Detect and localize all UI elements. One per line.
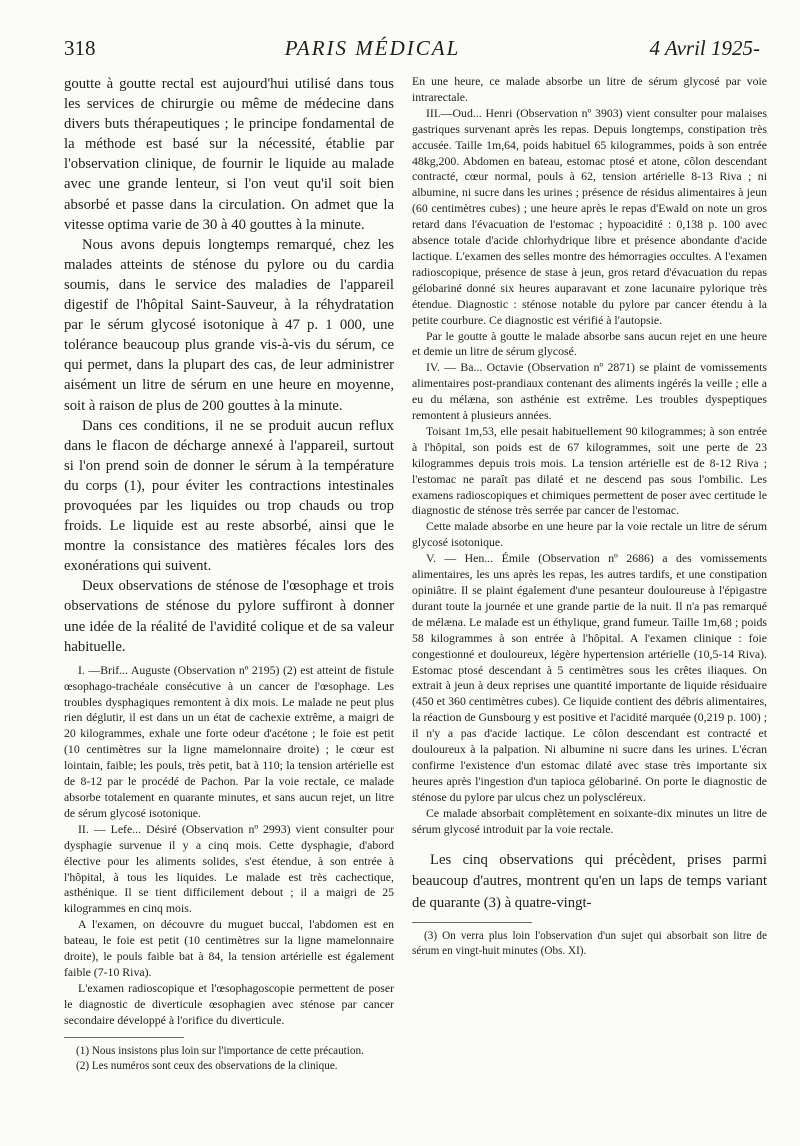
paragraph: En une heure, ce malade absorbe un litre de sérum glycosé par voie intrarectale.: [412, 74, 767, 104]
page-number: 318: [64, 36, 96, 60]
paragraph: goutte à goutte rectal est aujourd'hui utilisé dans tous les services de chirurgie ou même de médecine dans divers buts thérapeutiques ; le principe fondamental de la méthode est basé sur la nécessité, établie par l'observation clinique, de fournir le liquide au malade avec une grande lenteur, si l'on veut qu'il soit bien absorbé et passe dans la circulation. On admet que la vitesse optima varie de 30 à 40 gouttes à la minute.: [64, 76, 394, 233]
journal-title: PARIS MÉDICAL: [284, 36, 461, 60]
footnote-divider: [64, 1037, 184, 1038]
paragraph: Deux observations de sténose de l'œsophage et trois observations de sténose du pylore suffiront à donner une idée de la réalité de l'avidité colique et de sa valeur habituelle.: [64, 578, 394, 655]
right-column: [412, 74, 767, 959]
observation-2: II. — Lefe... Désiré (Observation nº 2993) vient consulter pour dysphagie survenue il y a cinq mois. Cette dysphagie, d'abord élective pour les aliments solides, s'est étendue, à son entrée à l'hôpital, à tous les liquides. Le malade est très cachectique, asthénique. Il se tient difficilement debout ; il a maigri de 25 kilogrammes en cinq mois.: [64, 821, 394, 916]
paragraph: Ce malade absorbait complètement en soixante-dix minutes un litre de sérum glycosé introduit par la voie rectale.: [412, 805, 767, 836]
observation-3: III.—Oud... Henri (Observation nº 3903) vient consulter pour malaises gastriques survenant après les repas. Depuis longtemps, constipation très accusée. Taille 1m,64, poids habituel 65 kilogrammes, poids à son entrée 48kg,200. Abdomen en bateau, estomac ptosé et atone, côlon descendant contracté, cœur normal, pouls à 62, tension artérielle 8-13 Riva ; ni albumine, ni sucre dans les urines ; présence de résidus alimentaires à jeun (60 centimètres cubes) ; une heure après le repas d'Ewald on note un gros retard dans l'évacuation de l'estomac ; hypoacidité : 0,138 p. 100 avec absence totale d'acide chlorhydrique libre et présence abondante d'acide lactique. L'examen des selles montre des hémorragies occultes. A l'examen radioscopique, présence de stase à jeun, gros retard d'évacuation du repas gélobariné donné six heures auparavant et zone lacunaire pylorique très étendue. Diagnostic : sténose notable du pylore par cancer étendu à la petite courbure. Ce diagnostic est vérifié à l'autopsie.: [412, 105, 767, 327]
paragraph: Toisant 1m,53, elle pesait habituellement 90 kilogrammes; à son entrée à l'hôpital, son poids est de 67 kilogrammes, soit une perte de 23 kilogrammes depuis trois mois. La tension artérielle est de 8-12 Riva ; l'estomac ne paraît pas dilaté et ne descend pas sous l'ombilic. Les examens radioscopiques et chimiques permettent de poser avec certitude le diagnostic de sténose très serrée par cancer de l'estomac.: [412, 423, 767, 518]
paragraph: Par le goutte à goutte le malade absorbe sans aucun rejet en une heure et demie un litre de sérum glycosé.: [412, 328, 767, 359]
footnote-3: (3) On verra plus loin l'observation d'un sujet qui absorbait son litre de sérum en vingt-huit minutes (Obs. XI).: [412, 930, 767, 957]
issue-date: 4 Avril 1925-: [649, 36, 760, 60]
observation-5: V. — Hen... Émile (Observation nº 2686) a des vomissements alimentaires, les uns après les repas, les autres tardifs, et une constipation opiniâtre. Il se plaint également d'une pesanteur douloureuse à l'épigastre durant toute la journée et une grande partie de la nuit. Il n'a pas remarqué de mélæna. Le malade est un éthylique, grand fumeur. Taille 1m,68 ; poids 58 kilogrammes à son entrée à l'hôpital. A l'examen clinique : foie congestionné et douloureux, légère hypertension artérielle (10,5-14 Riva). Estomac ptosé descendant à 5 centimètres sous les crêtes iliaques. On extrait à jeun à deux reprises une quantité importante de liquide résiduaire (450 et 360 centimètres cubes). Ce liquide contient des débris alimentaires, la réaction de Gunsbourg y est positive et l'acidité marquée (0,219 p. 100) ; il n'y a pas d'acide lactique. Le côlon descendant est contracté et douloureux à la palpation. Ni albumine ni sucre dans les urines. L'écran confirme l'existence d'un estomac dilaté avec stase très importante six heures après l'ingestion d'un tapioca gélobariné. On porte le diagnostic de sténose du pylore par ulcus chez un polyscléreux.: [412, 551, 767, 804]
observation-1: I. —Brif... Auguste (Observation nº 2195) (2) est atteint de fistule œsophago-trachéale consécutive à un cancer de l'œsophage. Les troubles dysphagiques remontent à dix mois. Le malade ne peut plus rien déglutir, il est dans un un état de cachexie extrême, a maigri de 20 kilogrammes, exhale une forte odeur d'acétone ; le foie est petit (10 centimètres sur la ligne mamelonnaire droite) ; le cœur est lointain, faible; les pouls, très petit, bat à 110; la tension artérielle est de 8-12 par le procédé de Pachon. Par la voie rectale, ce malade absorbe totalement en quarante minutes, et sans aucun rejet, un litre de sérum glycosé isotonique.: [64, 662, 394, 820]
observation-2-diagnosis: L'examen radioscopique et l'œsophagoscopie permettent de poser le diagnostic de diverticule œsophagien avec sténose par cancer secondaire développé à l'orifice du diverticule.: [64, 980, 394, 1027]
footnote-2: (2) Les numéros sont ceux des observations de la clinique.: [76, 1059, 338, 1072]
paragraph: Nous avons depuis longtemps remarqué, chez les malades atteints de sténose du pylore ou du cardia soumis, dans le service des maladies de l'appareil digestif de l'hôpital Saint-Sauveur, à la réhydratation par le sérum glycosé isotonique à 47 p. 1 000, une tolérance beaucoup plus grande vis-à-vis du sérum, ce qui permet, dans la plupart des cas, de leur administrer aisément un litre de sérum en une heure en moyenne, soit à raison de plus de 200 gouttes à la minute.: [64, 236, 394, 414]
paragraph: Les cinq observations qui précèdent, prises parmi beaucoup d'autres, montrent qu'en un laps de temps variant de quarante (3) à quatre-vingt-: [412, 851, 767, 911]
observation-4: IV. — Ba... Octavie (Observation nº 2871) se plaint de vomissements alimentaires post-prandiaux contenant des aliments ingérés la veille ; elle a eu du mélæna, son asthénie est extrême. Les troubles dyspeptiques remontent à plusieurs années.: [412, 360, 767, 423]
left-column: [64, 74, 394, 1074]
observation-2-exam: A l'examen, on découvre du muguet buccal, l'abdomen est en bateau, le foie est petit (10 centimètres sur la ligne mamelonnaire droite), le pouls faible bat à 84, la tension artérielle est également faible (7-10 Riva).: [64, 917, 394, 979]
paragraph: Cette malade absorbe en une heure par la voie rectale un litre de sérum glycosé isotonique.: [412, 519, 767, 550]
footnote-1: (1) Nous insistons plus loin sur l'importance de cette précaution.: [76, 1044, 364, 1057]
paragraph: Dans ces conditions, il ne se produit aucun reflux dans le flacon de décharge annexé à l'appareil, surtout si l'on prend soin de donner le sérum à la température du corps (1), pour éviter les contractions intestinales provoquées par les liquides ou trop chauds ou trop froids. Le liquide est au reste absorbé, ainsi que le montre la consistance des matières fécales lors des exonérations qui suivent.: [64, 417, 394, 575]
footnote-divider: [412, 922, 532, 923]
page-header: [64, 36, 760, 70]
